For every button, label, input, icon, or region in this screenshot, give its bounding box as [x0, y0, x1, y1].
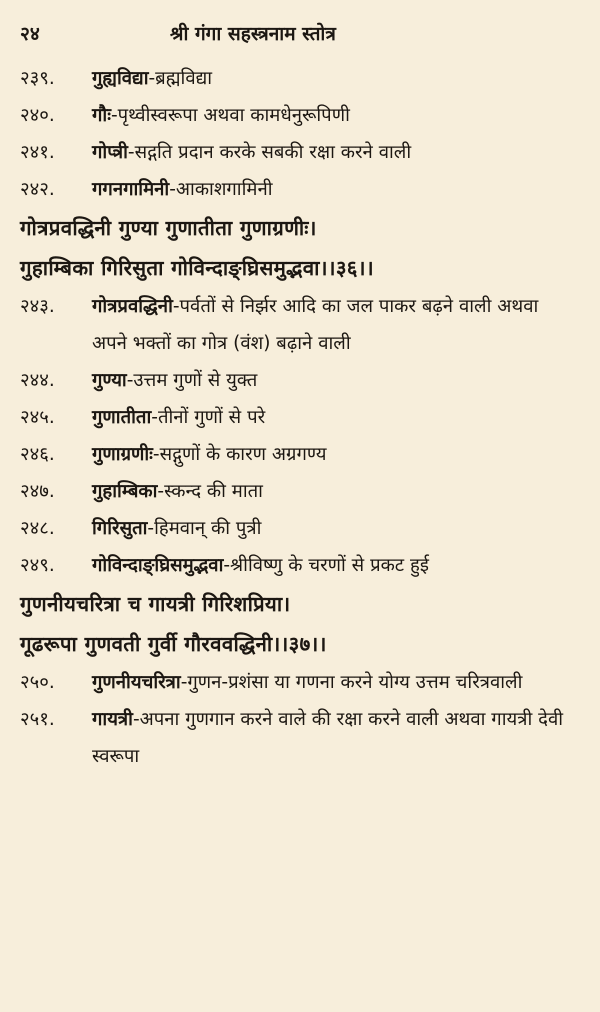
entry-text: [92, 473, 578, 510]
entry-number: २४८.: [20, 518, 55, 539]
entry-meaning: -अपना गुणगान करने वाले की रक्षा करने वाली अथवा गायत्री देवी स्वरूपा: [92, 709, 564, 767]
entry-text: [92, 701, 578, 775]
entry-number: २४६.: [20, 444, 55, 465]
entry-243: [20, 288, 578, 362]
entry-text: [92, 60, 578, 97]
entry-number: २४१.: [20, 142, 55, 163]
verse-line: गुहाम्बिका गिरिसुता गोविन्दाङ्घ्रिसमुद्भवा।।३६।।: [20, 256, 374, 280]
entry-term: गुह्यविद्या: [92, 68, 149, 89]
entry-list-a: [20, 60, 578, 208]
entry-240: [20, 97, 578, 134]
verse-line: गूढरूपा गुणवती गुर्वी गौरववद्धिनी।।३७।।: [20, 632, 327, 656]
entry-meaning: -स्कन्द की माता: [157, 481, 263, 502]
entry-text: [92, 288, 578, 362]
entry-text: [92, 436, 578, 473]
entry-text: [92, 134, 578, 171]
entry-number: २४२.: [20, 179, 55, 200]
page-title: श्री गंगा सहस्त्रनाम स्तोत्र: [170, 23, 336, 45]
entry-text: [92, 664, 578, 701]
entry-term: गगनगामिनी: [92, 179, 170, 200]
entry-meaning: -पर्वतों से निर्झर आदि का जल पाकर बढ़ने वाली अथवा अपने भक्तों का गोत्र (वंश) बढ़ाने वाली: [92, 296, 539, 354]
entry-245: [20, 399, 578, 436]
entry-term: गुणनीयचरित्रा: [92, 672, 181, 693]
entry-meaning: -सद्गति प्रदान करके सबकी रक्षा करने वाली: [127, 142, 412, 163]
verse-line: गुणनीयचरित्रा च गायत्री गिरिशप्रिया।: [20, 592, 291, 616]
entry-list-c: [20, 664, 578, 775]
entry-251: [20, 701, 578, 775]
verse-line: गोत्रप्रवद्धिनी गुण्या गुणातीता गुणाग्रणीः।: [20, 216, 317, 240]
entry-249: [20, 547, 578, 584]
entry-239: [20, 60, 578, 97]
entry-meaning: -सद्गुणों के कारण अग्रगण्य: [152, 444, 327, 465]
entry-244: [20, 362, 578, 399]
entry-term: गौः: [92, 105, 111, 126]
entry-number: २५१.: [20, 709, 55, 730]
entry-number: २४३.: [20, 296, 55, 317]
entry-248: [20, 510, 578, 547]
entry-meaning: -तीनों गुणों से परे: [151, 407, 266, 428]
entry-term: गुणाग्रणीः: [92, 444, 153, 465]
entry-number: २३९.: [20, 68, 55, 89]
entry-text: [92, 399, 578, 436]
entry-number: २४५.: [20, 407, 55, 428]
entry-meaning: -पृथ्वीस्वरूपा अथवा कामधेनुरूपिणी: [110, 105, 350, 126]
entry-meaning: -ब्रह्मविद्या: [148, 68, 213, 89]
entry-number: २४९.: [20, 555, 55, 576]
entry-246: [20, 436, 578, 473]
entry-241: [20, 134, 578, 171]
entry-meaning: -आकाशगामिनी: [169, 179, 273, 200]
entry-meaning: -हिमवान् की पुत्री: [147, 518, 262, 539]
entry-number: २४४.: [20, 370, 55, 391]
entry-text: [92, 362, 578, 399]
entry-meaning: -गुणन-प्रशंसा या गणना करने योग्य उत्तम चरित्रवाली: [180, 672, 523, 693]
entry-text: [92, 547, 578, 584]
entry-list-b: [20, 288, 578, 584]
entry-term: गायत्री: [92, 709, 133, 730]
verse-37: [20, 584, 578, 664]
entry-term: गोविन्दाङ्घ्रिसमुद्भवा: [92, 555, 224, 576]
entry-meaning: -श्रीविष्णु के चरणों से प्रकट हुई: [223, 555, 429, 576]
entry-term: गुहाम्बिका: [92, 481, 158, 502]
entry-text: [92, 510, 578, 547]
entry-term: गुण्या: [92, 370, 127, 391]
entry-term: गोप्त्री: [92, 142, 128, 163]
entry-247: [20, 473, 578, 510]
entry-text: [92, 171, 578, 208]
page-header: [20, 20, 578, 60]
entry-250: [20, 664, 578, 701]
entry-term: गोत्रप्रवद्धिनी: [92, 296, 173, 317]
entry-term: गुणातीता: [92, 407, 152, 428]
entry-meaning: -उत्तम गुणों से युक्त: [126, 370, 258, 391]
verse-36: [20, 208, 578, 288]
entry-number: २४७.: [20, 481, 55, 502]
entry-number: २५०.: [20, 672, 55, 693]
entry-text: [92, 97, 578, 134]
entry-242: [20, 171, 578, 208]
entry-number: २४०.: [20, 105, 55, 126]
entry-term: गिरिसुता: [92, 518, 148, 539]
page-number: २४: [20, 23, 40, 45]
